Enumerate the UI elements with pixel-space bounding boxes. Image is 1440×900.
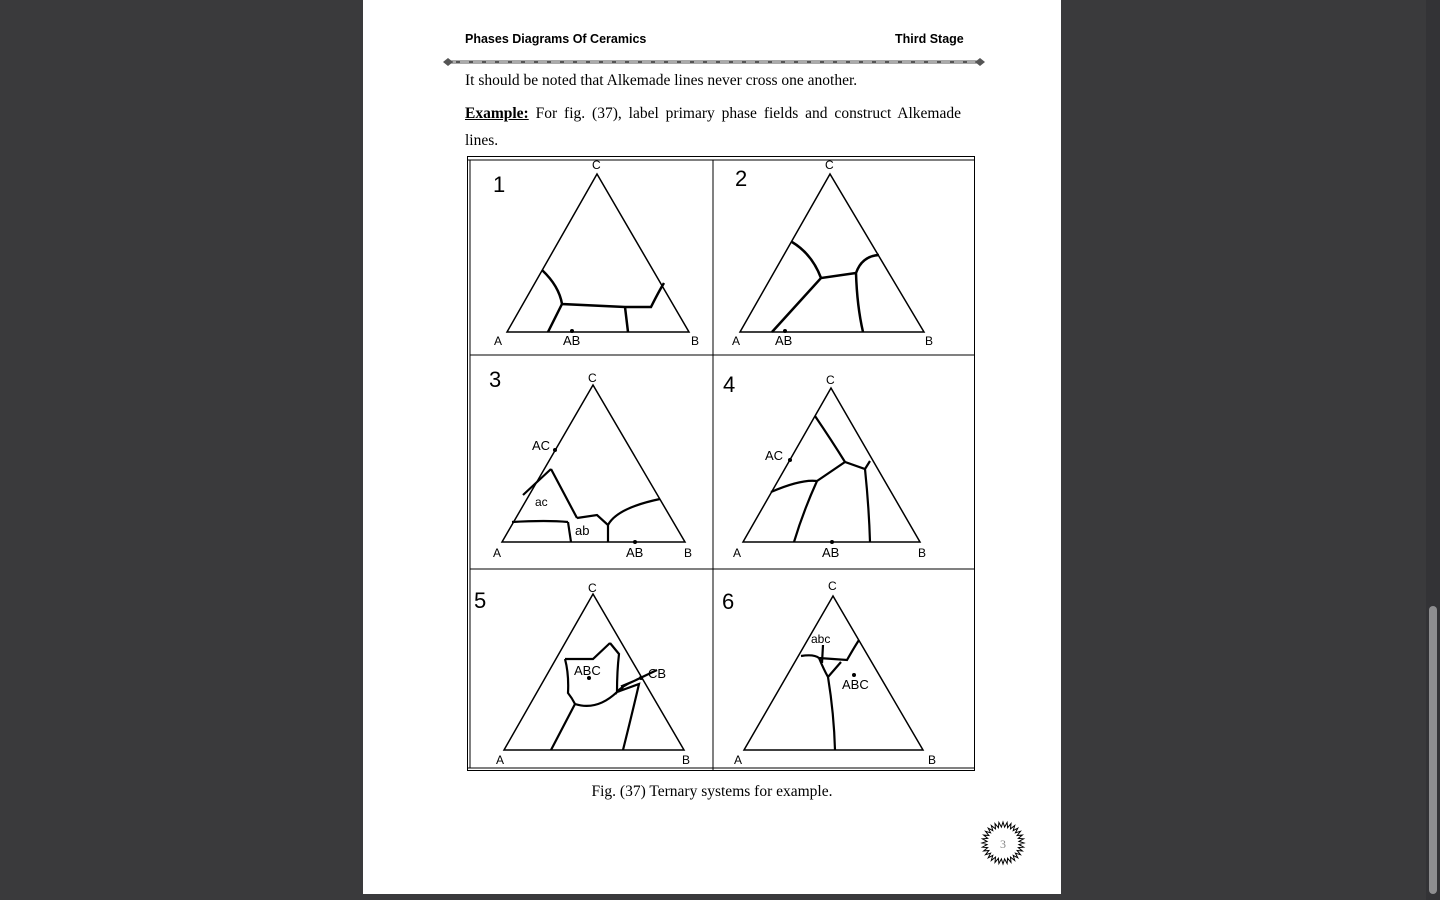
vertex-label-c: C	[588, 581, 597, 595]
header-rule	[443, 57, 985, 67]
vertex-label-b: B	[918, 546, 927, 560]
panel-2	[732, 158, 933, 348]
panel-1	[493, 158, 699, 348]
scrollbar-thumb[interactable]	[1429, 606, 1437, 894]
vertex-label-a: A	[493, 546, 502, 560]
vertex-label-a: A	[734, 753, 743, 767]
vertex-label-b: B	[928, 753, 937, 767]
vertex-label-a: A	[732, 334, 741, 348]
panel-5	[474, 581, 690, 767]
header-title: Phases Diagrams Of Ceramics	[465, 32, 647, 46]
vertex-label-c: C	[825, 158, 834, 172]
figure-caption: Fig. (37) Ternary systems for example.	[591, 783, 833, 800]
compound-label-ab: AB	[775, 333, 793, 348]
ternary-figure	[467, 156, 975, 772]
panel-number-4: 4	[723, 372, 736, 397]
panel-3	[489, 367, 692, 560]
vertex-label-b: B	[684, 546, 693, 560]
compound-label-abc: ABC	[574, 663, 601, 678]
example-label: Example:	[465, 105, 529, 122]
document-page	[363, 0, 1061, 894]
panel-number-2: 2	[735, 166, 748, 191]
panel-4	[723, 372, 926, 560]
panel-number-3: 3	[489, 367, 502, 392]
vertex-label-b: B	[925, 334, 934, 348]
vertex-label-a: A	[496, 753, 505, 767]
vertex-label-b: B	[682, 753, 691, 767]
vertical-scrollbar[interactable]	[1426, 0, 1440, 900]
page-number-badge	[979, 820, 1027, 866]
compound-label-ab: AB	[626, 545, 644, 560]
panel-number-1: 1	[493, 172, 506, 197]
vertex-label-b: B	[691, 334, 700, 348]
field-label-abc: abc	[811, 632, 831, 646]
vertex-label-c: C	[592, 158, 601, 172]
vertex-label-c: C	[826, 373, 835, 387]
vertex-label-a: A	[494, 334, 503, 348]
field-label-ab: ab	[575, 523, 590, 538]
vertex-label-a: A	[733, 546, 742, 560]
vertex-label-c: C	[588, 371, 597, 385]
example-paragraph	[465, 100, 961, 154]
compound-label-abc: ABC	[842, 677, 869, 692]
compound-label-ab: AB	[822, 545, 840, 560]
compound-label-ab: AB	[563, 333, 581, 348]
compound-label-ac: AC	[765, 448, 784, 463]
panel-6	[722, 579, 936, 767]
header-stage: Third Stage	[895, 32, 964, 46]
alkemade-note: It should be noted that Alkemade lines never cross one another.	[465, 72, 858, 89]
panel-number-6: 6	[722, 589, 735, 614]
example-text: For fig. (37), label primary phase fields and construct Alkemade lines.	[465, 105, 961, 149]
compound-label-cb: CB	[648, 666, 667, 681]
field-label-ac: ac	[535, 495, 548, 509]
panel-number-5: 5	[474, 588, 487, 613]
vertex-label-c: C	[828, 579, 837, 593]
compound-label-ac: AC	[532, 438, 551, 453]
page-number: 3	[1000, 837, 1006, 851]
